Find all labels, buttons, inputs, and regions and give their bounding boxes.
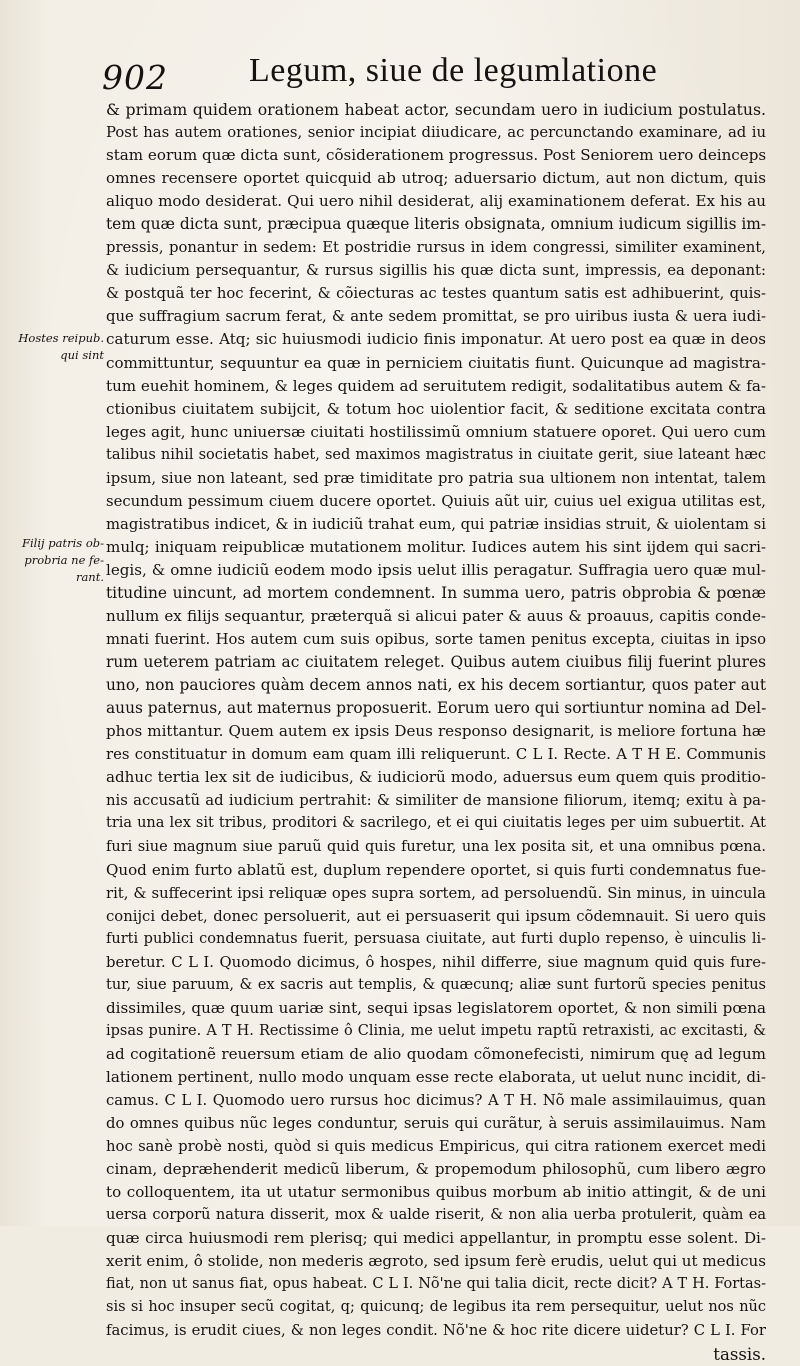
text-line: uno, non pauciores quàm decem annos nati, ex his decem sortiantur, quos pater aut [106, 676, 766, 695]
text-line: furti publici condemnatus fuerit, persuasa ciuitate, aut furti duplo repenso, è uinculis li- [106, 930, 766, 947]
text-line: beretur. C L I. Quomodo dicimus, ô hospes, nihil differre, siue magnum quid quis fure- [106, 953, 766, 971]
text-line: res constituatur in domum eam quam illi reliquerunt. C L I. Recte. A T H E. Communis [106, 746, 766, 764]
text-line: caturum esse. Atq; sic huiusmodi iudicio finis imponatur. At uero post ea quæ in deos [106, 330, 766, 349]
text-line: & iudicium persequantur, & rursus sigillis his quæ dicta sunt, impressis, ea deponant: [106, 262, 766, 280]
text-line: ipsum, siue non lateant, sed præ timiditate pro patria sua ultionem non intentat, talem [106, 469, 766, 487]
margin-note-line: rant. [75, 570, 104, 584]
text-line: lationem pertinent, nullo modo unquam esse recte elaborata, ut uelut nunc incidit, di- [106, 1067, 766, 1086]
text-line: mnati fuerint. Hos autem cum suis opibus, sorte tamen penitus excepta, ciuitas in ipso [106, 631, 766, 649]
text-line: tem quæ dicta sunt, præcipua quæque literis obsignata, omnium iudicum sigillis im- [106, 215, 766, 234]
text-line: furi siue magnum siue paruũ quid quis furetur, una lex posita sit, et una omnibus pœna. [106, 838, 766, 855]
text-line: cinam, depræhenderit medicũ liberum, & propemodum philosophũ, cum libero ægro [106, 1160, 766, 1179]
margin-note-hostes [18, 330, 104, 364]
text-line: nullum ex filijs sequantur, præterquã si alicui pater & auus & proauus, capitis conde- [106, 607, 766, 626]
page-number: 902 [102, 58, 168, 97]
text-line: hoc sanè probè nosti, quòd si quis medicus Empiricus, qui citra rationem exercet medi [106, 1138, 766, 1156]
text-line: tassis. [713, 1344, 766, 1364]
text-line: que suffragium sacrum ferat, & ante sedem promittat, se pro uiribus iusta & uera iudi- [106, 308, 766, 326]
text-line: tum euehit hominem, & leges quidem ad seruitutem redigit, sodalitatibus autem & fa- [106, 376, 766, 395]
text-line: ctionibus ciuitatem subijcit, & totum hoc uiolentior facit, & seditione excitata contra [106, 399, 766, 418]
text-line: to colloquentem, ita ut utatur sermonibus quibus morbum ab initio attingit, & de uni [106, 1183, 766, 1202]
margin-note-line: Filij patris ob- [22, 536, 104, 550]
text-line: committuntur, sequuntur ea quæ in perniciem ciuitatis fiunt. Quicunque ad magistra- [106, 353, 766, 372]
text-line: Quod enim furto ablatũ est, duplum rependere oportet, si quis furti condemnatus fue- [106, 860, 766, 879]
text-line: ad cogitationẽ reuersum etiam de alio quodam cõmonefecisti, nimirum quę ad legum [106, 1044, 766, 1063]
text-line: ipsas punire. A T H. Rectissime ô Clinia, me uelut impetu raptũ retraxisti, ac excitasti, & [106, 1022, 766, 1039]
text-line: xerit enim, ô stolide, non mederis ægroto, sed ipsum ferè erudis, uelut qui ut medicus [106, 1252, 766, 1271]
text-line: & postquã ter hoc fecerint, & cõiecturas ac testes quantum satis est adhibuerint, quis- [106, 285, 766, 303]
text-line: mulq; iniquam reipublicæ mutationem molitur. Iudices autem his sint ijdem qui sacri- [106, 537, 766, 556]
text-line: secundum pessimum ciuem ducere oportet. Quiuis aũt uir, cuius uel exigua utilitas est, [106, 492, 766, 510]
text-line: rit, & suffecerint ipsi reliquæ opes supra sortem, ad persoluendũ. Sin minus, in uincula [106, 884, 766, 902]
text-line: dissimiles, quæ quum uariæ sint, sequi ipsas legislatorem oportet, & non simili pœna [106, 998, 766, 1017]
text-line: stam eorum quæ dicta sunt, cõsiderationem progressus. Post Seniorem uero deinceps [106, 146, 766, 165]
text-line: do omnes quibus nũc leges conduntur, seruis qui curãtur, à seruis assimilauimus. Nam [106, 1115, 766, 1133]
text-line: nis accusatũ ad iudicium pertrahit: & similiter de mansione filiorum, itemq; exitu à pa- [106, 792, 766, 810]
margin-notes [0, 0, 112, 1226]
text-line: pressis, ponantur in sedem: Et postridie rursus in idem congressi, similiter examinent, [106, 239, 766, 257]
text-line: legis, & omne iudiciũ eodem modo ipsis uelut illis peragatur. Suffragia uero quæ mul- [106, 560, 766, 579]
text-line: fiat, non ut sanus fiat, opus habeat. C L I. Nõ'ne qui talia dicit, recte dicit? A T H. Fortas- [106, 1276, 766, 1293]
page-header [102, 52, 762, 102]
text-line: auus paternus, aut maternus proposuerit. Eorum uero qui sortiuntur nomina ad Del- [106, 699, 766, 718]
margin-note-filij [22, 535, 104, 586]
text-line: conijci debet, donec persoluerit, aut ei persuaserit qui ipsum cõdemnauit. Si uero quis [106, 907, 766, 925]
margin-note-line: Hostes reipub. [18, 331, 104, 345]
text-line: talibus nihil societatis habet, sed maximos magistratus in ciuitate gerit, siue lateant hæc [106, 446, 766, 463]
text-line: & primam quidem orationem habeat actor, secundam uero in iudicium postulatus. [106, 100, 766, 119]
text-line: quæ circa huiusmodi rem plerisq; qui medici appellantur, in promptu esse solent. Di- [106, 1229, 766, 1248]
text-line: Post has autem orationes, senior incipiat diiudicare, ac percunctando examinare, ad iu [106, 124, 766, 142]
text-line: sis si hoc insuper secũ cogitat, q; quicunq; de legibus ita rem persequitur, uelut nos nũc [106, 1299, 766, 1316]
text-line: tur, siue paruum, & ex sacris aut templis, & quæcunq; aliæ sunt furtorũ species penitus [106, 976, 766, 993]
text-line: adhuc tertia lex sit de iudicibus, & iudiciorũ modo, aduersus eum quem quis proditio- [106, 768, 766, 787]
margin-note-line: qui sint [60, 348, 104, 362]
text-line: titudine uincunt, ad mortem condemnent. In summa uero, patris obprobia & pœnæ [106, 583, 766, 602]
text-line: camus. C L I. Quomodo uero rursus hoc dicimus? A T H. Nõ male assimilauimus, quan [106, 1092, 766, 1110]
text-line: omnes recensere oportet quicquid ab utroq; aduersario dictum, aut non dictum, quis [106, 169, 766, 188]
text-line: tria una lex sit tribus, proditori & sacrilego, et ei qui ciuitatis leges per uim subuertit. At [106, 815, 766, 832]
text-line: uersa corporũ natura disserit, mox & ualde riserit, & non alia uerba protulerit, quàm ea [106, 1207, 766, 1224]
text-line: phos mittantur. Quem autem ex ipsis Deus responso designarit, is meliore fortuna hæ [106, 722, 766, 741]
running-title: Legum, siue de legumlatione [249, 52, 658, 89]
text-line: aliquo modo desiderat. Qui uero nihil desiderat, alij examinationem deferat. Ex his au [106, 192, 766, 211]
text-line: facimus, is erudit ciues, & non leges condit. Nõ'ne & hoc rite dicere uidetur? C L I. For [106, 1322, 766, 1340]
margin-note-line: probria ne fe- [24, 553, 104, 567]
text-line: magistratibus indicet, & in iudiciũ trahat eum, qui patriæ insidias struit, & uiolentam si [106, 515, 766, 533]
body-text [106, 98, 766, 1366]
text-line: leges agit, hunc uniuersæ ciuitati hostilissimũ omnium statuere oporet. Qui uero cum [106, 422, 766, 441]
text-line: rum ueterem patriam ac ciuitatem releget. Quibus autem ciuibus filij fuerint plures [106, 653, 766, 672]
